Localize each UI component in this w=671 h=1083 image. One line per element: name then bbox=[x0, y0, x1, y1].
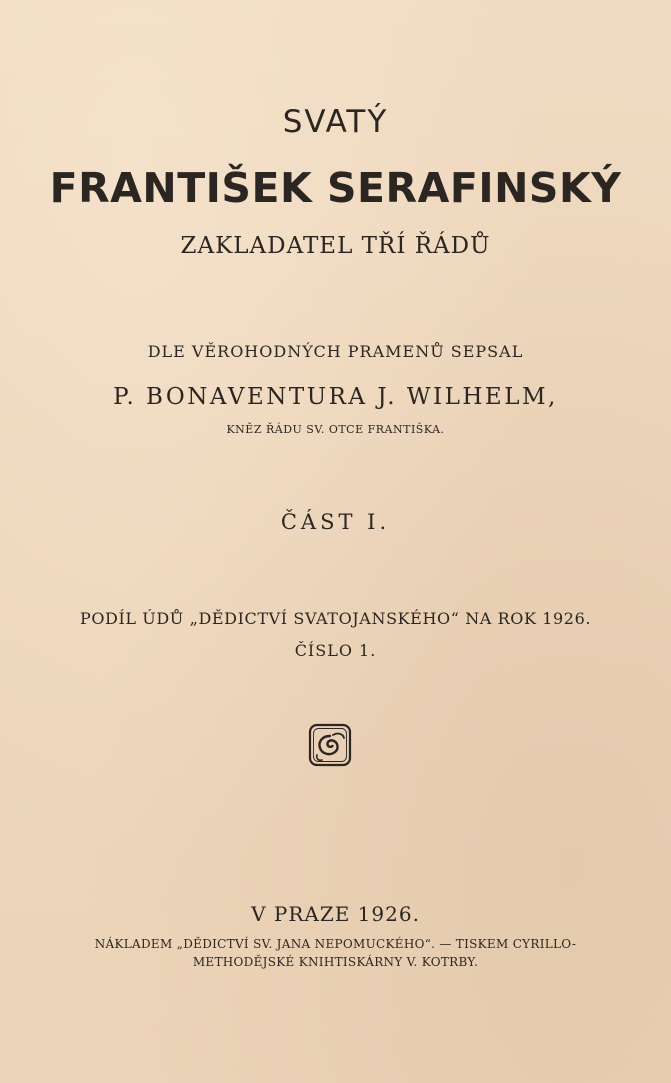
author-name: P. BONAVENTURA J. WILHELM, bbox=[113, 384, 558, 410]
subtitle: ZAKLADATEL TŘÍ ŘÁDŮ bbox=[180, 233, 491, 259]
author-role: KNĚZ ŘÁDU SV. OTCE FRANTIŠKA. bbox=[226, 423, 445, 436]
publisher-line-1: NÁKLADEM „DĚDICTVÍ SV. JANA NEPOMUCKÉHO“. — TISKEM CYRILLO- bbox=[94, 937, 577, 951]
number-line: ČÍSLO 1. bbox=[294, 641, 377, 660]
share-line: PODÍL ÚDŮ „DĚDICTVÍ SVATOJANSKÉHO“ NA ROK 1926. bbox=[79, 609, 592, 628]
title-svaty: SVATÝ bbox=[282, 104, 389, 140]
title-name: FRANTIŠEK SERAFINSKÝ bbox=[49, 164, 622, 212]
publisher-line-2: METHODĚJSKÉ KNIHTISKÁRNY V. KOTRBY. bbox=[192, 955, 479, 969]
place-year: V PRAZE 1926. bbox=[251, 902, 420, 926]
part-label: ČÁST I. bbox=[280, 510, 391, 534]
source-line: DLE VĚROHODNÝCH PRAMENŮ SEPSAL bbox=[147, 342, 524, 361]
printers-ornament-icon bbox=[307, 722, 353, 768]
